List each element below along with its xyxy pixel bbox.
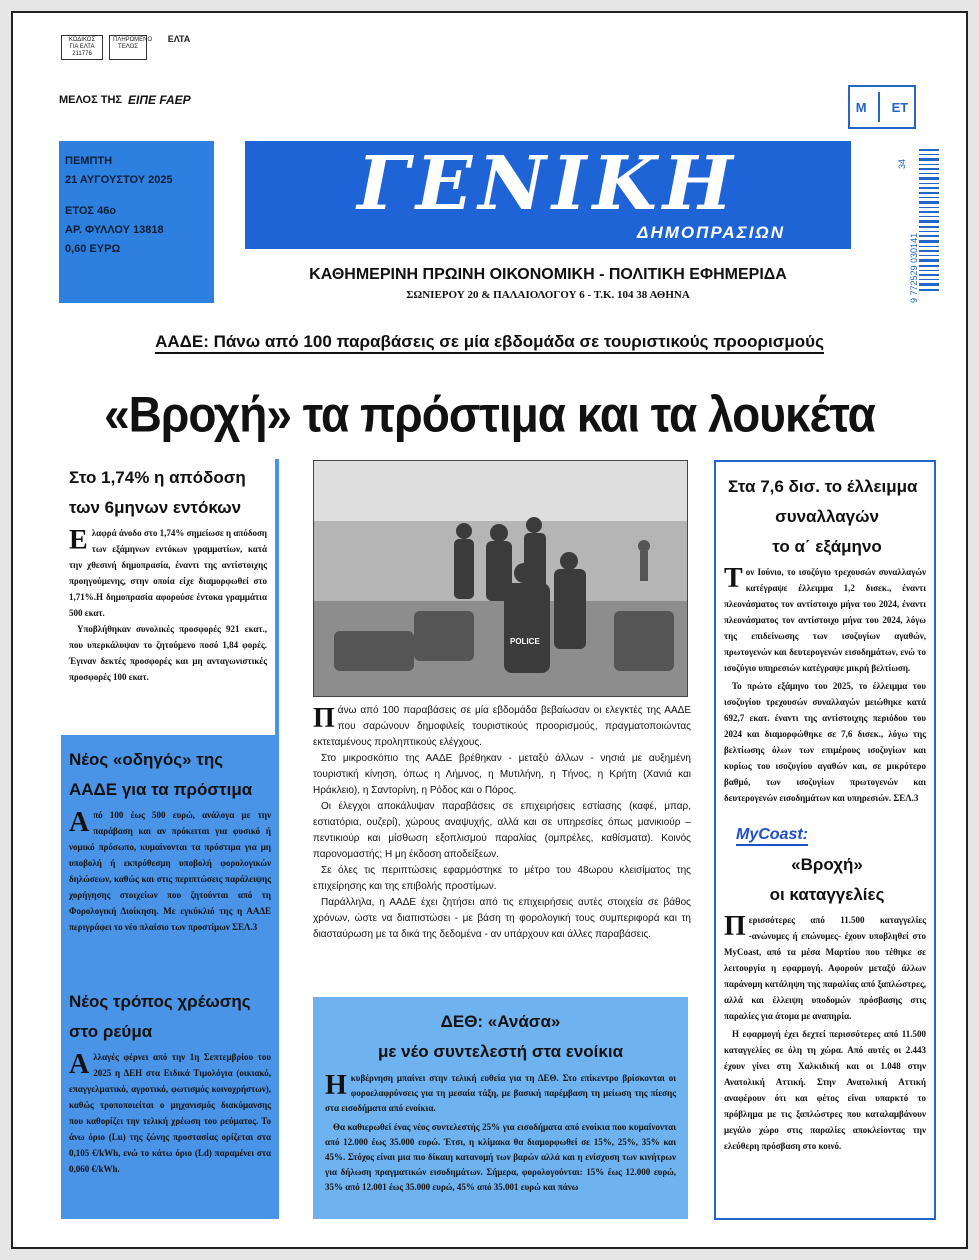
- issue-info-box: [59, 141, 214, 303]
- met-letter-1: Μ: [855, 99, 867, 115]
- mycoast-label: MyCoast:: [736, 826, 808, 846]
- article-body: Σε όλες τις περιπτώσεις εφαρμόστηκε το μέτρο του 48ωρου κλεισίματος της επιχείρησης και της επιβολής προστίμων.: [313, 865, 691, 892]
- article-body: Υποβλήθηκαν συνολικές προσφορές 921 εκατ., που υπερκάλυψαν το ζητούμενο ποσό 1,84 φορές. Έγιναν δεκτές προσφορές και μη ανταγωνιστικές προσφορές 100 εκατ.: [69, 624, 267, 682]
- article-title: Νέος τρόπος χρέωσης στο ρεύμα: [69, 992, 251, 1041]
- book-icon: [878, 92, 880, 122]
- inspection-photo: [313, 460, 688, 697]
- right-column: [714, 460, 936, 1220]
- drop-cap: Ε: [69, 525, 88, 556]
- article-body: Πάνω από 100 παραβάσεις σε μία εβδομάδα βεβαίωσαν οι ελεγκτές της ΑΑΔΕ που σαρώνουν δημοφιλείς τουριστικούς προορισμούς, πραγματοποιώντας εκτεταμένους προληπτικούς ελέγχους.: [313, 703, 691, 748]
- article-title: Νέος «οδηγός» της ΑΑΔΕ για τα πρόστιμα: [69, 750, 253, 799]
- main-article: [313, 703, 691, 943]
- tagline: ΚΑΘΗΜΕΡΙΝΗ ΠΡΩΙΝΗ ΟΙΚΟΝΟΜΙΚΗ - ΠΟΛΙΤΙΚΗ ΕΦΗΜΕΡΙΔΑ: [309, 266, 787, 283]
- article-title: Στα 7,6 δισ. το έλλειμμα: [728, 477, 918, 496]
- deth-article: [313, 997, 688, 1219]
- met-badge: [848, 85, 916, 129]
- newspaper-subtitle: ΔΗΜΟΠΡΑΣΙΩΝ: [637, 223, 785, 242]
- article-title: ΔΕΘ: «Ανάσα» με νέο συντελεστή στα ενοίκια: [325, 1007, 676, 1067]
- newspaper-front-page: [11, 11, 968, 1249]
- kicker: [13, 332, 966, 352]
- postal-boxes: [61, 35, 205, 60]
- main-headline: «Βροχή» τα πρόστιμα και τα λουκέτα: [104, 385, 875, 443]
- elta-logo: ΕΛΤΑ: [167, 34, 191, 44]
- left-column: [61, 459, 279, 1219]
- article-body: Από 100 έως 500 ευρώ, ανάλογα με την παράβαση και αν πρόκειται για φυσικό ή νομικό πρόσωπο, κυμαίνονται τα πρόστιμα για μη υποβολή ή εκπρόθεσμη υποβολή φορολογικών δηλώσεων, καθώς και στις περιπτώσεις παράλειψης χορήγησης στοιχείων που ζητούνται από τη Φορολογική Διοίκηση. Με εγκύκλιό της η ΑΑΔΕ περιγράφει το νέο πλαίσιο των προστίμων ΣΕΛ.3: [69, 807, 271, 932]
- photo-illustration: [314, 461, 688, 697]
- elta-code-box: ΚΩΔΙΚΟΣ ΓΙΑ ΕΛΤΑ 211776: [61, 35, 103, 60]
- article-body: Αλλαγές φέρνει από την 1η Σεπτεμβρίου του 2025 η ΔΕΗ στα Ειδικά Τιμολόγια (οικιακό, επαγγελματικό, αγροτικό, φωτισμός κοινοχρήστων), καθώς τροποποιείται ο μηχανισμός διακύμανσης που καθορίζει την τελική χρέωση του ρεύματος. Το άνω όριο (Lu) της ζώνης προστασίας ορίζεται στα 0,105 €/kWh, ενώ το κάτω όριο (Ld) παραμένει στα 0,060 €/kWh.: [69, 1049, 271, 1174]
- newspaper-title: ΓΕΝΙΚΗ: [357, 141, 739, 227]
- drop-cap: Π: [313, 703, 335, 734]
- article-entokа: [61, 459, 279, 735]
- article-body: Τον Ιούνιο, το ισοζύγιο τρεχουσών συναλλαγών κατέγραψε έλλειμμα 1,2 δισεκ., έναντι πλεονάσματος τον αντίστοιχο μήνα του 2024, έναντι πλεονάσματος τον αντίστοιχο μήνα του 2024, λόγω της επιδείνωσης των ισοζυγίων αγαθών, πρωτογενών και δευτερογενών εισοδημάτων, ενώ το ισοζύγιο υπηρεσιών κατέγραψε μικρή βελτίωση.: [724, 563, 926, 673]
- address: ΣΩΝΙΕΡΟΥ 20 & ΠΑΛΑΙΟΛΟΓΟΥ 6 - Τ.Κ. 104 38 ΑΘΗΝΑ: [406, 289, 690, 301]
- issue-day: ΠΕΜΠΤΗ: [65, 155, 113, 167]
- eipe-faep-logo: ΕΙΠΕ FAEP: [128, 93, 191, 107]
- article-body: Περισσότερες από 11.500 καταγγελίες -ανώνυμες ή επώνυμες- έχουν υποβληθεί στο MyCoast, από τα μέσα Μαρτίου που τέθηκε σε λειτουργία η εφαρμογή. Αφορούν μεταξύ άλλων παράνομη κατάληψη της παραλίας από ξαπλώστρες, αλλά και έλλειψη υποδομών πρόσβασης στις παραλίες για άτομα με αναπηρία.: [724, 911, 926, 1021]
- met-letter-2: ΕΤ: [891, 99, 909, 115]
- paid-fee-box: ΠΛΗΡΩΜΕΝΟ ΤΕΛΟΣ: [109, 35, 147, 60]
- article-title: «Βροχή» οι καταγγελίες: [769, 855, 885, 904]
- barcode-text: 9 772529 030141: [909, 232, 919, 303]
- drop-cap: Α: [69, 807, 90, 838]
- issue-price: 0,60 ΕΥΡΩ: [65, 243, 121, 255]
- police-label: POLICE: [510, 637, 540, 646]
- member-label: ΜΕΛΟΣ ΤΗΣ: [59, 94, 123, 106]
- barcode-number: 34: [897, 159, 907, 170]
- article-aade-guide: [61, 741, 279, 977]
- drop-cap: Η: [325, 1070, 347, 1101]
- article-body: Θα καθιερωθεί ένας νέος συντελεστής 25% για εισοδήματα από ενοίκια που κυμαίνονται από 12.000 έως 35.000 ευρώ. Έτσι, η κλίμακα θα διαμορφωθεί σε 15%, 25%, 35% και 45%. Στόχος είναι μια πιο δίκαιη κατανομή των βαρών αλλά και η ενίσχυση των κινήτρων για δήλωση πραγματικών εισοδημάτων. Σήμερα, φορολογούνται: 15% έως 12.000 ευρώ, 35% από 12.001 έως 35.000 ευρώ, 45% από 35.001 ευρώ και πάνω: [325, 1122, 676, 1192]
- issue-year: ΕΤΟΣ 46ο: [65, 205, 117, 217]
- article-title: συναλλαγών το α΄ εξάμηνο: [772, 507, 882, 556]
- issue-number: ΑΡ. ΦΥΛΛΟΥ 13818: [65, 224, 164, 236]
- drop-cap: Π: [724, 911, 746, 942]
- kicker-text: ΑΑΔΕ: Πάνω από 100 παραβάσεις σε μία εβδομάδα σε τουριστικούς προορισμούς: [155, 332, 824, 354]
- article-body: Οι έλεγχοι αποκάλυψαν παραβάσεις σε επιχειρήσεις εστίασης (καφέ, μπαρ, εστιατόρια, ουζερί), χώρους αναψυχής, αλλά και σε υπηρεσίες όπως μανικιούρ – πεντικιούρ και μίσθωση εξοπλισμού παραλίας (ομπρέλες, καθίσματα). Κοινός παρονομαστής; Η μη έκδοση αποδείξεων.: [313, 801, 691, 860]
- article-body: Παράλληλα, η ΑΑΔΕ έχει ζητήσει από τις επιχειρήσεις αυτές στοιχεία σε βάθος χρόνων, ώστε να διαπιστώσει - με βάση τη φορολογική τους συμπεριφορά και τη διασταύρωση με τα δικά της δεδομένα - αν υπάρχουν και άλλες παραβάσεις.: [313, 897, 691, 940]
- article-body: Η εφαρμογή έχει δεχτεί περισσότερες από 11.500 καταγγελίες σε όλη τη χώρα. Από αυτές οι 2.443 έχουν γίνει στη Χαλκιδική και οι 1.048 στην Ανατολική Αττική. Στην Ανατολική Αττική αναφέρουν ότι και φέτος είναι υπαρκτό το πρόβλημα με τις ξαπλώστρες που καταλαμβάνουν μεγάλο χώρο στις παραλίες αποκλείοντας την ελεύθερη πρόσβαση στο κοινό.: [724, 1029, 926, 1151]
- article-body: Ηκυβέρνηση μπαίνει στην τελική ευθεία για τη ΔΕΘ. Στο επίκεντρο βρίσκονται οι φοροελαφρύνσεις για τη μεσαία τάξη, με βασική παρέμβαση τη μείωση της πίεσης στα εισοδήματα από ενοίκια.: [325, 1070, 676, 1113]
- article-body: Ελαφρά άνοδο στο 1,74% σημείωσε η απόδοση των εξάμηνων εντόκων γραμματίων, κατά την χθεσινή δημοπρασία, έναντι της αντίστοιχης προηγούμενης, στην οποία είχε διαμορφωθεί στο 1,71%.Η δημοπρασία αφορούσε έντοκα γραμμάτια 500 εκατ.: [69, 525, 267, 618]
- membership-line: [59, 93, 191, 107]
- issue-date: 21 ΑΥΓΟΥΣΤΟΥ 2025: [65, 174, 173, 186]
- drop-cap: Τ: [724, 563, 743, 594]
- article-body: Στο μικροσκόπιο της ΑΑΔΕ βρέθηκαν - μεταξύ άλλων - νησιά με αυξημένη τουριστική κίνηση, όπως η Λήμνος, η Μυτιλήνη, η Τήνος, η Κρήτη (Χανιά και Ηράκλειο), η Σαντορίνη, η Ρόδος και ο Πόρος.: [313, 753, 691, 796]
- article-body: Το πρώτο εξάμηνο του 2025, το έλλειμμα του ισοζυγίου τρεχουσών συναλλαγών μειώθηκε κατά 692,7 εκατ. έναντι της αντίστοιχης περιόδου του 2024 και διαμορφώθηκε σε 7,6 δισεκ., λόγω της βελτίωσης όλων των επιμέρους ισοζυγίων και κυρίως του ισοζυγίου αγαθών και, σε μικρότερο βαθμό, των ισοζυγίων πρωτογενών και δευτερογενών εισοδημάτων και υπηρεσιών. ΣΕΛ.3: [724, 681, 926, 803]
- masthead: [245, 141, 851, 249]
- article-title: Στο 1,74% η απόδοση των 6μηνων εντόκων: [69, 468, 246, 517]
- article-electricity: [61, 983, 279, 1219]
- drop-cap: Α: [69, 1049, 90, 1080]
